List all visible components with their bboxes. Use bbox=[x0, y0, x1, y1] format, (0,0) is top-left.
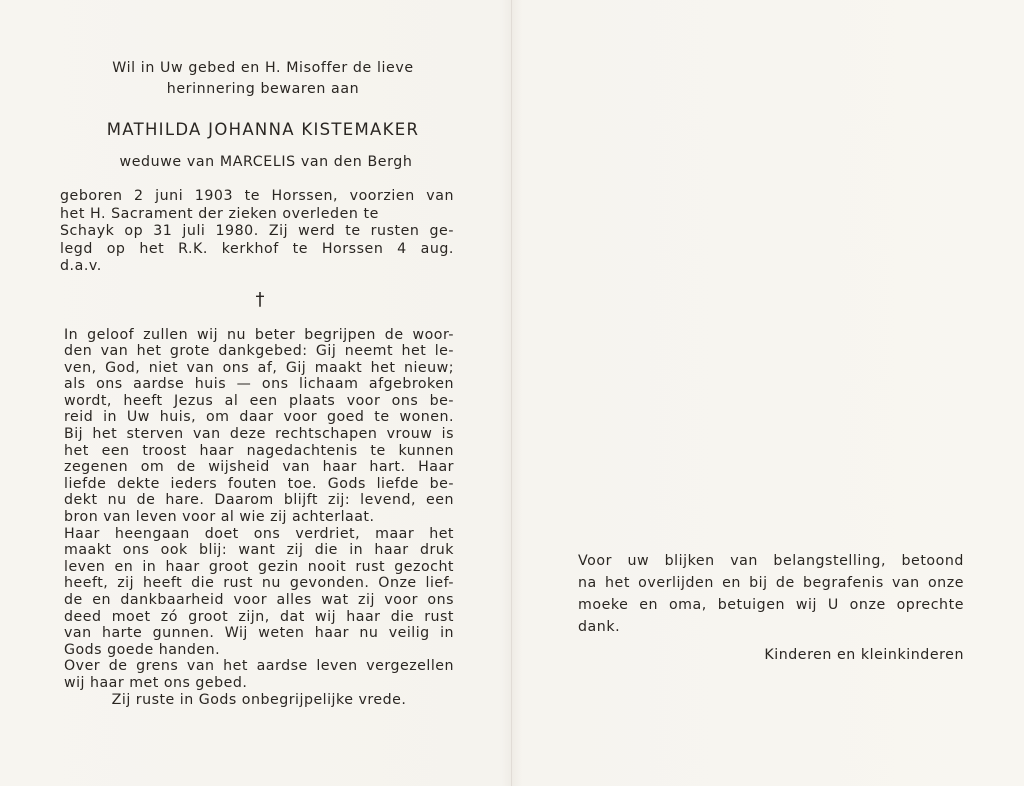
memorial-line: zegenen om de wijsheid van haar hart. Haar bbox=[64, 459, 454, 476]
memorial-line: In geloof zullen wij nu beter begrijpen de woor- bbox=[64, 326, 454, 343]
thanks-text bbox=[578, 550, 964, 638]
memorial-line: als ons aardse huis — ons lichaam afgebroken bbox=[64, 376, 454, 393]
memorial-line: Gods goede handen. bbox=[64, 641, 221, 658]
memorial-line: den van het grote dankgebed: Gij neemt het le- bbox=[64, 343, 454, 360]
memorial-line: maakt ons ook blij: want zij die in haar druk bbox=[64, 542, 454, 559]
memorial-line: leven en in haar groot gezin nooit rust gezocht bbox=[64, 558, 454, 575]
details-line: Schayk op 31 juli 1980. Zij werd te rusten ge- bbox=[60, 223, 454, 239]
cross-icon: † bbox=[255, 288, 265, 310]
memorial-text bbox=[64, 327, 454, 709]
memorial-line: wordt, heeft Jezus al een plaats voor ons be- bbox=[64, 392, 454, 409]
thanks-line: Voor uw blijken van belangstelling, betoond bbox=[578, 553, 964, 569]
memorial-line: liefde dekte ieders fouten toe. Gods liefde be- bbox=[64, 475, 454, 492]
intro-line: herinnering bewaren aan bbox=[166, 81, 360, 97]
intro-line: Wil in Uw gebed en H. Misoffer de lieve bbox=[112, 60, 414, 76]
card-fold-line bbox=[511, 0, 512, 786]
memorial-line: heeft, zij heeft die rust nu gevonden. Onze lief- bbox=[64, 575, 454, 592]
memorial-line: reid in Uw huis, om daar voor goed te wonen. bbox=[64, 409, 454, 426]
memorial-line: ven, God, niet van ons af, Gij maakt het nieuw; bbox=[64, 359, 454, 376]
thanks-line: moeke en oma, betuigen wij U onze oprechte bbox=[578, 597, 964, 613]
details-line: geboren 2 juni 1903 te Horssen, voorzien van bbox=[60, 188, 454, 204]
intro-text bbox=[72, 58, 454, 100]
thanks-line: dank. bbox=[578, 619, 621, 635]
thanks-line: na het overlijden en bij de begrafenis van onze bbox=[578, 575, 964, 591]
widow-line: weduwe van MARCELIS van den Bergh bbox=[119, 154, 413, 170]
birth-death-details bbox=[60, 188, 454, 276]
memorial-line: de en dankbaarheid voor alles wat zij voor ons bbox=[64, 592, 454, 608]
left-panel bbox=[62, 58, 454, 708]
closing-line: Zij ruste in Gods onbegrijpelijke vrede. bbox=[111, 691, 407, 708]
memorial-line: Over de grens van het aardse leven vergezellen bbox=[64, 658, 454, 675]
memorial-line: van harte gunnen. Wij weten haar nu veilig in bbox=[64, 625, 454, 642]
memorial-line: het een troost haar nagedachtenis te kunnen bbox=[64, 442, 454, 459]
memorial-line: wij haar met ons gebed. bbox=[64, 674, 248, 691]
right-panel bbox=[578, 550, 964, 666]
details-line: het H. Sacrament der zieken overleden te bbox=[60, 205, 379, 222]
deceased-name: MATHILDA JOHANNA KISTEMAKER bbox=[106, 120, 420, 139]
memorial-line: Haar heengaan doet ons verdriet, maar het bbox=[64, 525, 454, 542]
memorial-line: bron van leven voor al wie zij achterlaat. bbox=[64, 509, 375, 526]
signature: Kinderen en kleinkinderen bbox=[764, 647, 964, 663]
memorial-line: Bij het sterven van deze rechtschapen vrouw is bbox=[64, 426, 454, 443]
memorial-line: deed moet zó groot zijn, dat wij haar die rust bbox=[64, 608, 454, 625]
details-line: d.a.v. bbox=[60, 258, 102, 274]
details-line: legd op het R.K. kerkhof te Horssen 4 aug. bbox=[60, 240, 454, 257]
memorial-line: dekt nu de hare. Daarom blijft zij: levend, een bbox=[64, 492, 454, 509]
